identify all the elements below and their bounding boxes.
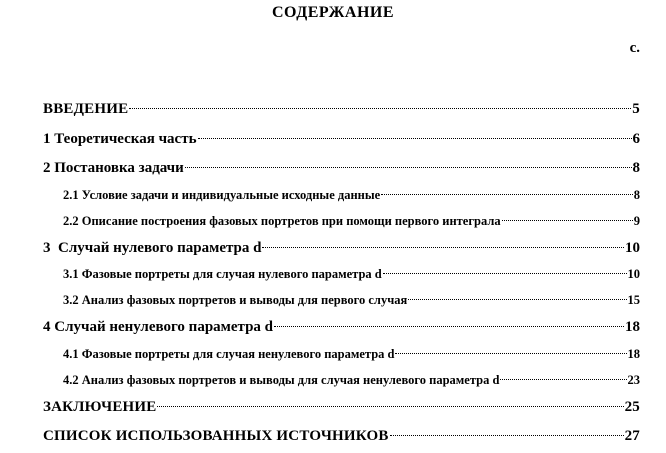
toc-entry-section-3[interactable] [43, 240, 640, 257]
dot-leader [157, 406, 623, 407]
toc-entry-page: 18 [627, 347, 640, 361]
toc-entry-page: 6 [632, 131, 640, 147]
toc-entry-label: СПИСОК ИСПОЛЬЗОВАННЫХ ИСТОЧНИКОВ [43, 428, 389, 444]
dot-leader [500, 379, 626, 380]
dot-leader [262, 247, 624, 248]
dot-leader [502, 220, 633, 221]
toc-entry-label: 3 Случай нулевого параметра d [43, 240, 262, 256]
toc-entry-label: 1 Теоретическая часть [43, 131, 197, 147]
toc-entry-page: 8 [632, 160, 640, 176]
dot-leader [383, 273, 627, 274]
dot-leader [198, 138, 632, 139]
toc-entry-page: 18 [625, 319, 640, 335]
toc-entry-label: 3.1 Фазовые портреты для случая нулевого параметра d [63, 267, 382, 281]
toc-entry-page: 9 [633, 214, 640, 228]
dot-leader [381, 194, 633, 195]
toc-entry-theory[interactable] [43, 131, 640, 148]
dot-leader [274, 326, 624, 327]
page-column-label: с. [629, 40, 640, 56]
toc-entry-section-4[interactable] [43, 319, 640, 336]
toc-entry-label: ВВЕДЕНИЕ [43, 101, 129, 117]
toc-entry-page: 27 [624, 428, 640, 444]
toc-entry-label: 3.2 Анализ фазовых портретов и выводы для первого случая [63, 293, 408, 307]
toc-entry-3-1[interactable] [63, 267, 640, 282]
dot-leader [395, 353, 626, 354]
dot-leader [129, 108, 631, 109]
toc-entry-label: 2.2 Описание построения фазовых портретов при помощи первого интеграла [63, 214, 501, 228]
toc-entry-page: 25 [624, 399, 640, 415]
toc-entry-page: 10 [627, 267, 640, 281]
toc-entry-label: ЗАКЛЮЧЕНИЕ [43, 399, 157, 415]
dot-leader [185, 167, 632, 168]
toc-title: СОДЕРЖАНИЕ [271, 4, 395, 21]
toc-entry-conclusion[interactable] [43, 399, 640, 416]
toc-entry-2-2[interactable] [63, 214, 640, 229]
toc-entry-page: 15 [627, 293, 640, 307]
toc-entry-label: 2.1 Условие задачи и индивидуальные исходные данные [63, 188, 381, 202]
toc-entry-2-1[interactable] [63, 188, 640, 203]
toc-entry-page: 5 [632, 101, 640, 117]
toc-entry-introduction[interactable] [43, 101, 640, 118]
dot-leader [408, 299, 626, 300]
toc-entry-label: 4 Случай ненулевого параметра d [43, 319, 274, 335]
toc-entry-problem-statement[interactable] [43, 160, 640, 177]
toc-entry-label: 4.1 Фазовые портреты для случая ненулевого параметра d [63, 347, 395, 361]
toc-entry-page: 23 [627, 373, 640, 387]
toc-entry-label: 4.2 Анализ фазовых портретов и выводы для случая ненулевого параметра d [63, 373, 500, 387]
toc-entry-3-2[interactable] [63, 293, 640, 308]
toc-entry-4-2[interactable] [63, 373, 640, 388]
dot-leader [390, 435, 624, 436]
toc-entry-page: 8 [633, 188, 640, 202]
toc-entry-4-1[interactable] [63, 347, 640, 362]
toc-entry-page: 10 [625, 240, 640, 256]
toc-entry-label: 2 Постановка задачи [43, 160, 184, 176]
toc-entry-references[interactable] [43, 428, 640, 445]
